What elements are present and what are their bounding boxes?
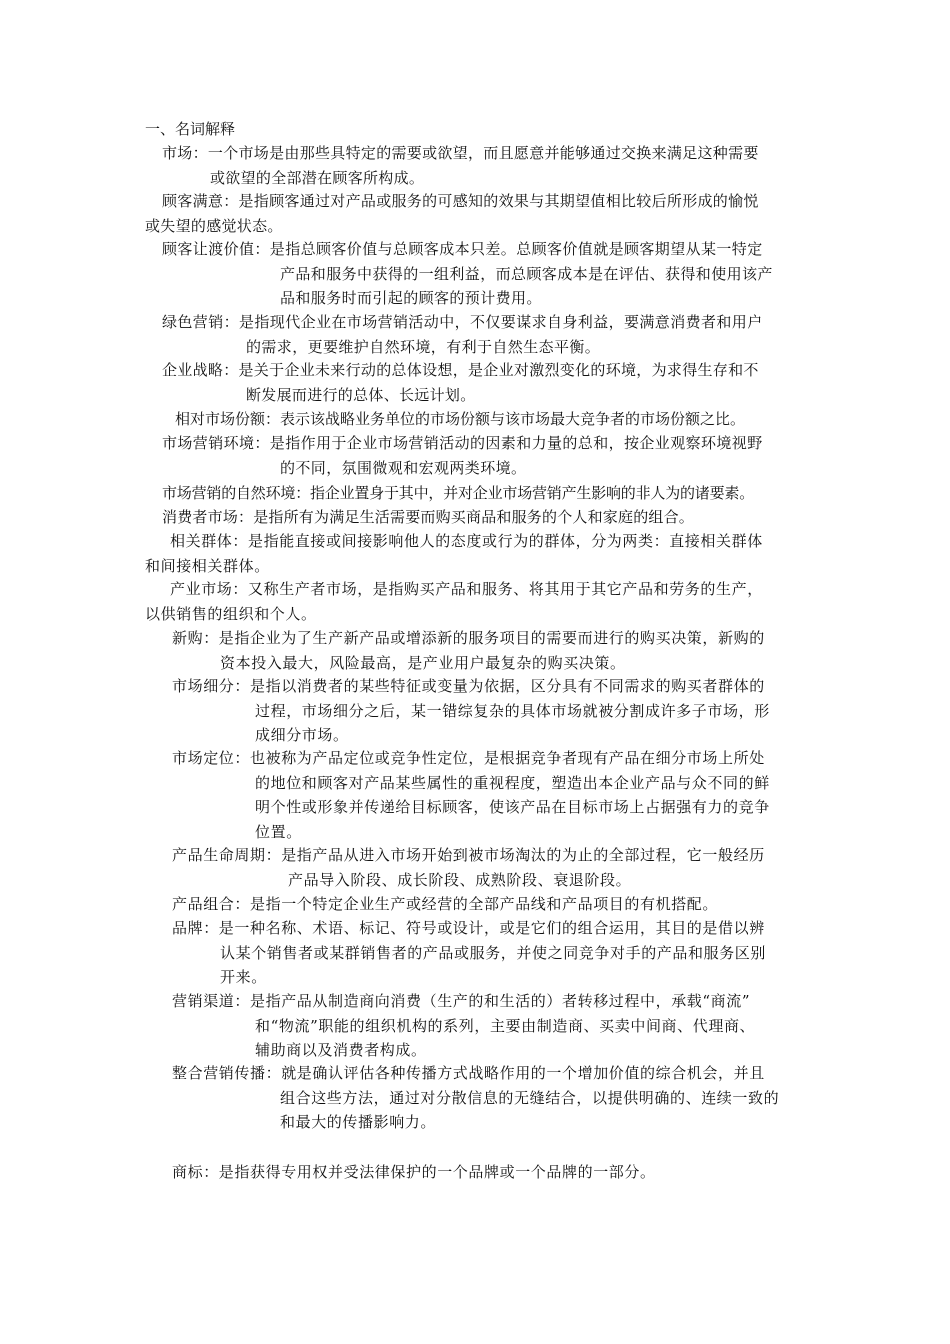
definition-entry bbox=[175, 407, 810, 432]
definition-entry bbox=[172, 674, 810, 748]
definition-entry bbox=[145, 577, 810, 626]
definition-continuation-line: 以供销售的组织和个人。 bbox=[145, 604, 317, 623]
definition-first-line: 相对市场份额：表示该战略业务单位的市场份额与该市场最大竞争者的市场份额之比。 bbox=[175, 410, 746, 428]
definition-first-line: 绿色营销：是指现代企业在市场营销活动中，不仅要谋求自身利益，要满意消费者和用户 bbox=[162, 313, 763, 331]
definition-first-line: 产品组合：是指一个特定企业生产或经营的全部产品线和产品项目的有机搭配。 bbox=[172, 895, 719, 913]
definition-first-line: 相关群体：是指能直接或间接影响他人的态度或行为的群体，分为两类：直接相关群体 bbox=[170, 532, 763, 550]
definition-continuation-line: 品和服务时而引起的顾客的预计费用。 bbox=[280, 289, 542, 307]
definition-first-line: 消费者市场：是指所有为满足生活需要而购买商品和服务的个人和家庭的组合。 bbox=[162, 508, 695, 526]
definition-first-line: 市场细分：是指以消费者的某些特征或变量为依据，区分具有不同需求的购买者群体的 bbox=[172, 677, 765, 695]
definition-continuation-line: 产品导入阶段、成长阶段、成熟阶段、衰退阶段。 bbox=[288, 870, 632, 889]
definition-continuation-line: 或欲望的全部潜在顾客所构成。 bbox=[210, 168, 425, 187]
definition-entry bbox=[172, 626, 810, 675]
definition-continuation-line: 明个性或形象并传递给目标顾客，使该产品在目标市场上占据强有力的竞争 bbox=[255, 798, 770, 816]
section-heading: 一、名词解释 bbox=[145, 120, 236, 138]
definition-continuation-line: 断发展而进行的总体、长远计划。 bbox=[246, 385, 476, 404]
definition-continuation-line: 的地位和顾客对产品某些属性的重视程度，塑造出本企业产品与众不同的鲜 bbox=[255, 773, 770, 792]
definition-first-line: 顾客满意：是指顾客通过对产品或服务的可感知的效果与其期望值相比较后所形成的愉悦 bbox=[162, 192, 759, 210]
definition-first-line: 商标：是指获得专用权并受法律保护的一个品牌或一个品牌的一部分。 bbox=[172, 1163, 656, 1181]
definition-first-line: 市场：一个市场是由那些具特定的需要或欲望，而且愿意并能够通过交换来满足这种需要 bbox=[162, 144, 759, 162]
definition-entry bbox=[162, 358, 810, 407]
definition-continuation-line: 开来。 bbox=[220, 968, 267, 986]
definition-continuation-line: 过程，市场细分之后，某一错综复杂的具体市场就被分割成许多子市场，形 bbox=[255, 701, 770, 720]
definition-continuation-line: 辅助商以及消费者构成。 bbox=[255, 1041, 427, 1059]
definition-continuation-line: 和“物流”职能的组织机构的系列，主要由制造商、买卖中间商、代理商、 bbox=[255, 1016, 756, 1035]
definition-first-line: 营销渠道：是指产品从制造商向消费（生产的和生活的）者转移过程中，承载“商流” bbox=[172, 992, 751, 1010]
definition-continuation-line: 资本投入最大，风险最高，是产业用户最复杂的购买决策。 bbox=[220, 653, 626, 672]
definition-first-line: 市场定位：也被称为产品定位或竞争性定位，是根据竞争者现有产品在细分市场上所处 bbox=[172, 749, 765, 767]
definition-continuation-line: 的不同，氛围微观和宏观两类环境。 bbox=[280, 458, 527, 477]
definition-continuation-line: 位置。 bbox=[255, 822, 302, 841]
definition-first-line: 企业战略：是关于企业未来行动的总体设想，是企业对激烈变化的环境，为求得生存和不 bbox=[162, 361, 759, 379]
definition-entry bbox=[172, 843, 810, 892]
definition-continuation-line: 的需求，更要维护自然环境，有利于自然生态平衡。 bbox=[246, 337, 601, 356]
definition-entry bbox=[172, 746, 810, 844]
definition-entry bbox=[162, 431, 810, 480]
definition-entry bbox=[172, 1061, 810, 1135]
definition-continuation-line: 和最大的传播影响力。 bbox=[280, 1113, 437, 1131]
definition-first-line: 整合营销传播：就是确认评估各种传播方式战略作用的一个增加价值的综合机会，并且 bbox=[172, 1064, 765, 1082]
definition-entry bbox=[162, 481, 810, 506]
definition-first-line: 产业市场：又称生产者市场，是指购买产品和服务、将其用于其它产品和劳务的生产， bbox=[170, 580, 763, 598]
definition-first-line: 品牌：是一种名称、术语、标记、符号或设计，或是它们的组合运用，其目的是借以辨 bbox=[172, 919, 765, 937]
definition-entry bbox=[145, 529, 810, 578]
definition-continuation-line: 认某个销售者或某群销售者的产品或服务，并使之同竞争对手的产品和服务区别 bbox=[220, 943, 767, 962]
definition-entry bbox=[162, 141, 810, 190]
definition-continuation-line: 和间接相关群体。 bbox=[145, 556, 270, 575]
definition-entry bbox=[172, 916, 810, 990]
definition-first-line: 顾客让渡价值：是指总顾客价值与总顾客成本只差。总顾客价值就是顾客期望从某一特定 bbox=[162, 240, 763, 258]
definition-continuation-line: 组合这些方法，通过对分散信息的无缝结合，以提供明确的、连续一致的 bbox=[280, 1088, 780, 1107]
definition-first-line: 市场营销环境：是指作用于企业市场营销活动的因素和力量的总和，按企业观察环境视野 bbox=[162, 434, 763, 452]
definition-continuation-line: 产品和服务中获得的一组利益，而总顾客成本是在评估、获得和使用该产 bbox=[280, 264, 773, 283]
definition-first-line: 新购：是指企业为了生产新产品或增添新的服务项目的需要而进行的购买决策，新购的 bbox=[172, 629, 765, 647]
definition-continuation-line: 成细分市场。 bbox=[255, 726, 349, 744]
definition-entry bbox=[162, 505, 810, 530]
definition-continuation-line: 或失望的感觉状态。 bbox=[145, 216, 283, 235]
definition-entry bbox=[172, 1160, 810, 1185]
definition-entry bbox=[162, 237, 810, 311]
definition-entry bbox=[162, 310, 810, 359]
definition-entry bbox=[172, 892, 810, 917]
definition-first-line: 产品生命周期：是指产品从进入市场开始到被市场淘汰的为止的全部过程，它一般经历 bbox=[172, 846, 765, 864]
definition-first-line: 市场营销的自然环境：指企业置身于其中，并对企业市场营销产生影响的非人为的诸要素。 bbox=[162, 484, 755, 502]
definition-entry bbox=[145, 189, 810, 238]
definition-entry bbox=[172, 989, 810, 1063]
